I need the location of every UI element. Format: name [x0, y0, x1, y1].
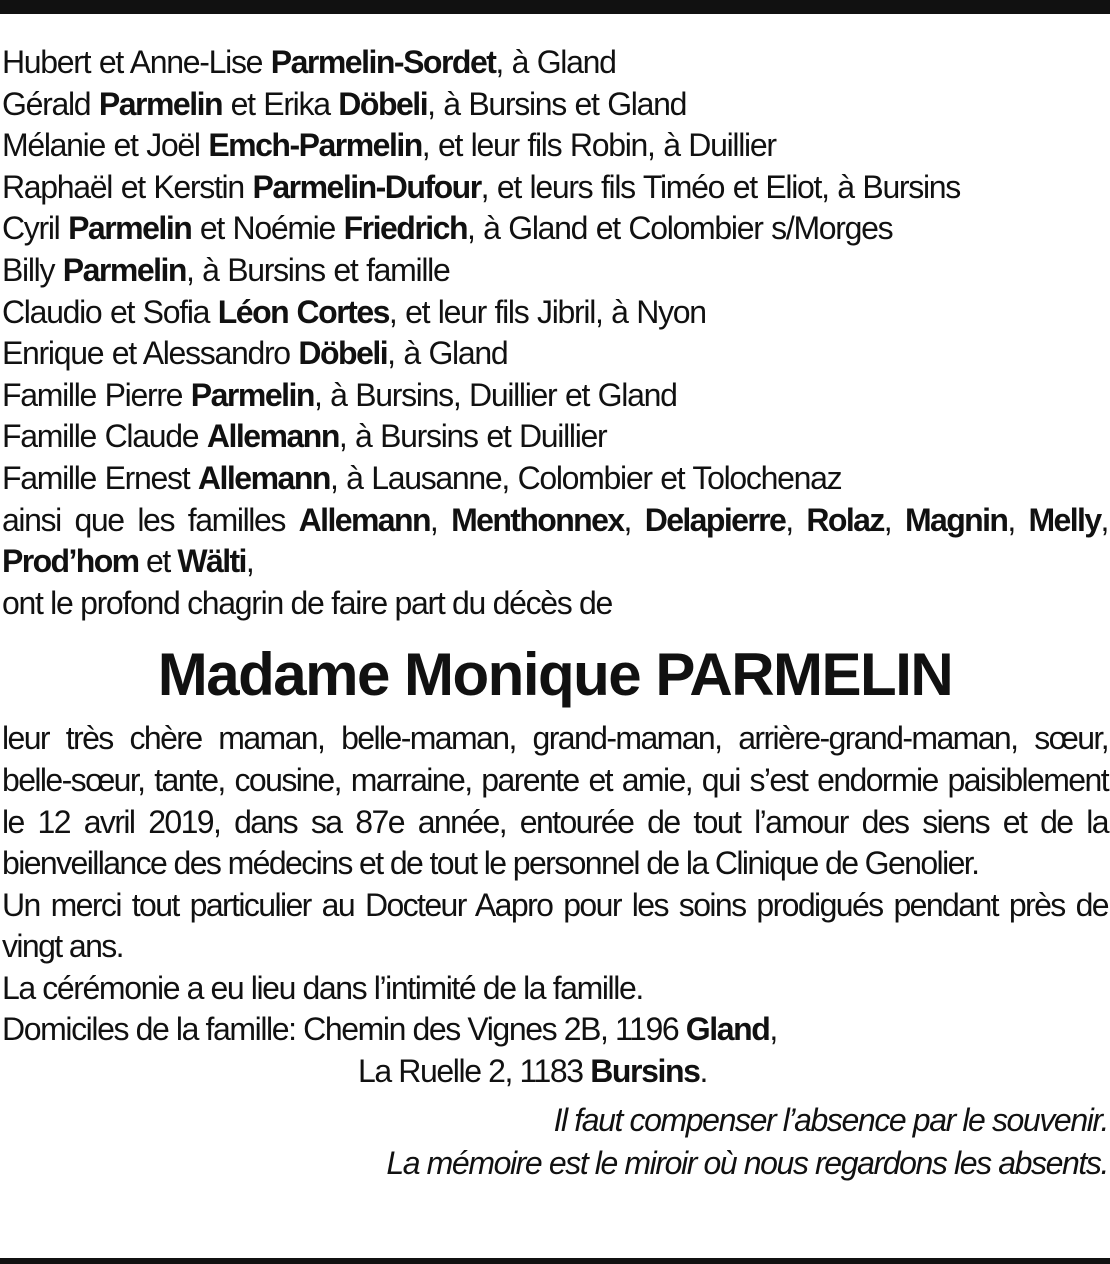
family-name: Döbeli [338, 85, 428, 122]
domicile-line-1 [2, 1009, 1108, 1051]
text-segment: Hubert et Anne-Lise [2, 44, 271, 80]
text-segment: , [623, 501, 645, 538]
text-segment: , à Bursins et famille [185, 251, 450, 288]
closing-quotes [2, 1099, 1108, 1185]
body-paragraph-tribute: leur très chère maman, belle-maman, grand-maman, arrière-grand-maman, sœur, belle-sœur, tante, cousine, marraine, parente et amie, qui s’est endormie paisiblement le 12 avril 2019, dans sa 87e année, entourée de tout l’amour des siens et de la bienveillance des médecins et de tout le personnel de la Clinique de Genolier. [2, 720, 1108, 882]
text-segment: , [245, 543, 254, 580]
family-name: Magnin [904, 501, 1008, 538]
mourner-line [2, 208, 1108, 250]
text-segment: ainsi que les familles [2, 501, 299, 538]
obituary-body [2, 718, 1108, 968]
mourner-line [2, 292, 1108, 334]
mourner-line [2, 416, 1108, 458]
bottom-rule [0, 1258, 1110, 1264]
family-name: Parmelin-Sordet [270, 44, 496, 80]
domicile-punct-2: . [699, 1053, 708, 1090]
family-name: Delapierre [644, 501, 786, 538]
text-segment: , à Gland [387, 335, 508, 372]
mourner-line [2, 375, 1108, 417]
text-segment: Gérald [2, 85, 99, 122]
family-name: Parmelin [98, 85, 223, 122]
text-segment: , à Gland [495, 44, 616, 80]
text-segment: , à Bursins et Duillier [338, 418, 607, 455]
mourner-line [2, 84, 1108, 126]
body-paragraph-thanks: Un merci tout particulier au Docteur Aapro pour les soins prodigués pendant près de vingt ans. [2, 886, 1108, 965]
obituary-notice [2, 42, 1108, 1185]
family-name: Parmelin [62, 251, 186, 288]
family-name: Rolaz [806, 501, 884, 538]
family-name: Menthonnex [451, 501, 624, 538]
text-segment: , à Lausanne, Colombier et Tolochenaz [329, 459, 842, 496]
text-segment: et Erika [222, 85, 339, 122]
text-segment: , [429, 501, 452, 538]
text-segment: Enrique et Alessandro [2, 335, 299, 372]
text-segment: Raphaël et Kerstin [2, 168, 253, 205]
text-segment: , et leur fils Jibril, à Nyon [388, 293, 706, 330]
deceased-name: Madame Monique PARMELIN [157, 641, 953, 709]
quote-line-1: Il faut compenser l’absence par le souvenir. [553, 1101, 1108, 1138]
family-name: Allemann [197, 459, 330, 496]
domicile-line-2 [2, 1051, 1108, 1093]
ceremony-text: La cérémonie a eu lieu dans l’intimité de la famille. [2, 969, 643, 1006]
family-name: Léon Cortes [217, 293, 389, 330]
family-name: Friedrich [343, 210, 467, 247]
family-name: Allemann [298, 501, 430, 538]
text-segment: Mélanie et Joël [2, 127, 209, 164]
family-name: Parmelin-Dufour [252, 168, 481, 205]
announcement-text: ont le profond chagrin de faire part du décès de [2, 584, 613, 621]
mourners-list [2, 42, 1108, 500]
family-name: Döbeli [298, 335, 388, 372]
text-segment: , et leur fils Robin, à Duillier [421, 127, 776, 164]
text-segment: , [785, 501, 807, 538]
text-segment: Famille Ernest [2, 459, 198, 496]
text-segment: Famille Pierre [2, 376, 191, 413]
text-segment: , [883, 501, 905, 538]
mourner-line [2, 333, 1108, 375]
mourner-line [2, 250, 1108, 292]
text-segment: Billy [2, 251, 63, 288]
domicile-city-gland: Gland [685, 1011, 770, 1048]
family-name: Allemann [206, 418, 339, 455]
mourner-line [2, 42, 1108, 84]
text-segment: , [1007, 501, 1029, 538]
text-segment: et [138, 543, 178, 580]
quote-line-2: La mémoire est le miroir où nous regardons les absents. [386, 1144, 1108, 1181]
text-segment: Cyril [2, 210, 69, 247]
family-name: Emch-Parmelin [208, 127, 422, 164]
mourner-line [2, 458, 1108, 500]
family-name: Wälti [177, 543, 246, 580]
text-segment: Claudio et Sofia [2, 293, 218, 330]
text-segment: , [1100, 501, 1109, 538]
text-segment: et Noémie [191, 210, 344, 247]
domicile-punct-1: , [769, 1011, 777, 1048]
family-name: Prod’hom [2, 543, 139, 580]
mourner-line [2, 125, 1108, 167]
domicile-city-bursins: Bursins [590, 1053, 700, 1090]
extended-families-line [2, 500, 1108, 583]
text-segment: , à Gland et Colombier s/Morges [467, 210, 893, 247]
family-name: Parmelin [190, 376, 314, 413]
family-name: Melly [1028, 501, 1101, 538]
family-name: Parmelin [68, 210, 192, 247]
text-segment: , et leurs fils Timéo et Eliot, à Bursins [480, 168, 960, 205]
text-segment: Famille Claude [2, 418, 207, 455]
domicile-label: Domiciles de la famille: Chemin des Vignes 2B, 1196 [2, 1011, 686, 1048]
text-segment: , à Bursins, Duillier et Gland [313, 376, 677, 413]
mourner-line [2, 167, 1108, 209]
domicile-address-2: La Ruelle 2, 1183 [358, 1053, 591, 1090]
top-rule [0, 0, 1110, 14]
text-segment: , à Bursins et Gland [427, 85, 687, 122]
